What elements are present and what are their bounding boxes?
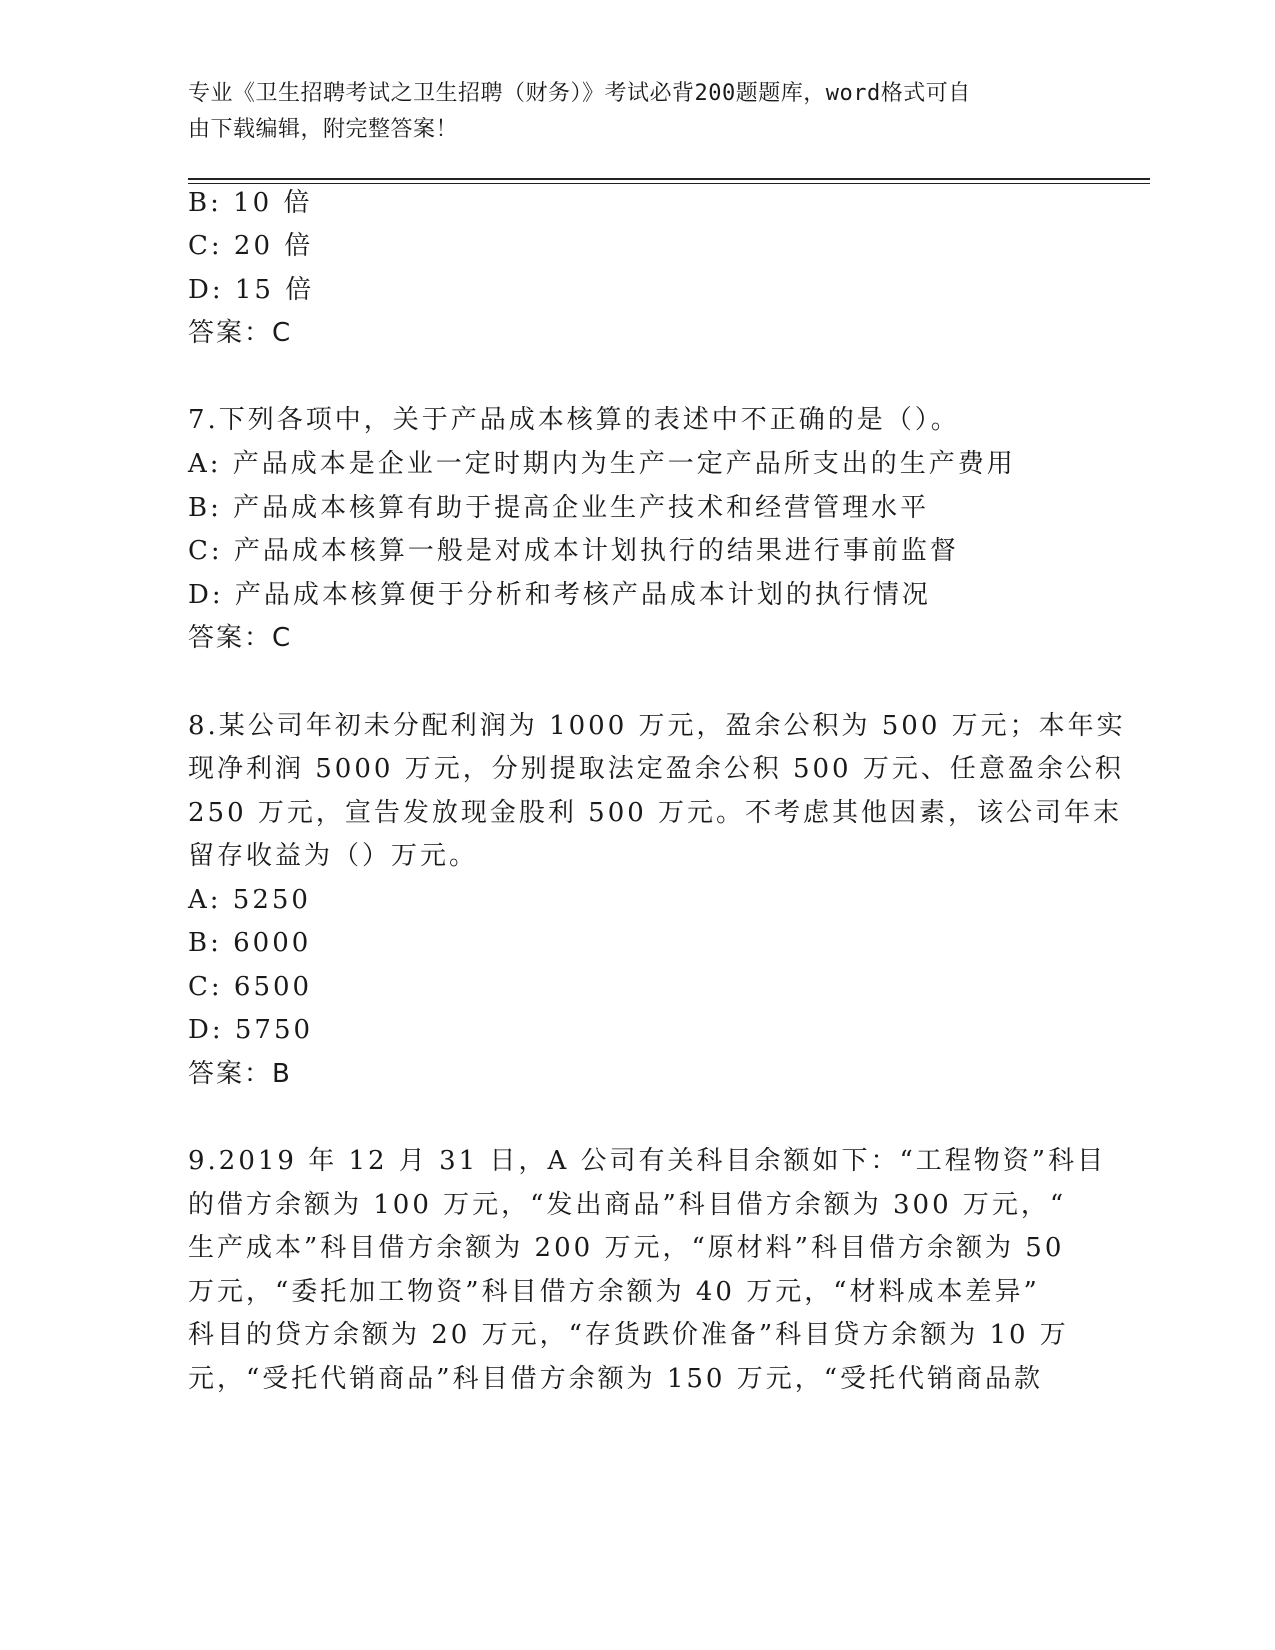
q6-option-c: C: 20 倍 xyxy=(188,231,314,261)
header-rule-thick xyxy=(188,178,1150,180)
q8-answer: 答案：B xyxy=(188,1059,292,1089)
q7-question: 7.下列各项中，关于产品成本核算的表述中不正确的是（）。 xyxy=(188,405,960,435)
header-line-2: 由下载编辑，附完整答案！ xyxy=(188,117,459,142)
q9-question-line: 生产成本”科目借方余额为 200 万元，“原材料”科目借方余额为 50 xyxy=(188,1233,1065,1263)
q8-option-a: A: 5250 xyxy=(188,885,311,915)
header-rule-thin xyxy=(188,183,1150,184)
q8-option-d: D: 5750 xyxy=(188,1015,314,1045)
q8-question-line: 现净利润 5000 万元，分别提取法定盈余公积 500 万元、任意盈余公积 xyxy=(188,754,1124,784)
q6-option-b: B: 10 倍 xyxy=(188,188,313,218)
q9-question-line: 元，“受托代销商品”科目借方余额为 150 万元，“受托代销商品款 xyxy=(188,1364,1044,1394)
q9-question-line: 9.2019 年 12 月 31 日，A 公司有关科目余额如下：“工程物资”科目 xyxy=(188,1146,1107,1176)
q6-option-d: D: 15 倍 xyxy=(188,275,315,305)
q8-option-b: B: 6000 xyxy=(188,928,312,958)
q8-option-c: C: 6500 xyxy=(188,972,313,1002)
q7-option-d: D: 产品成本核算便于分析和考核产品成本计划的执行情况 xyxy=(188,580,931,610)
q8-question-line: 留存收益为（）万元。 xyxy=(188,841,479,871)
q8-question-line: 8.某公司年初未分配利润为 1000 万元，盈余公积为 500 万元；本年实 xyxy=(188,711,1126,741)
q9-question-line: 的借方余额为 100 万元，“发出商品”科目借方余额为 300 万元，“ xyxy=(188,1190,1067,1220)
q7-option-a: A: 产品成本是企业一定时期内为生产一定产品所支出的生产费用 xyxy=(188,449,1016,479)
q9-question-line: 科目的贷方余额为 20 万元，“存货跌价准备”科目贷方余额为 10 万 xyxy=(188,1320,1069,1350)
q7-answer: 答案：C xyxy=(188,623,293,653)
document-header xyxy=(188,76,1088,148)
q8-question-line: 250 万元，宣告发放现金股利 500 万元。不考虑其他因素，该公司年末 xyxy=(188,798,1123,828)
q6-answer: 答案：C xyxy=(188,318,293,348)
q9-question-line: 万元，“委托加工物资”科目借方余额为 40 万元，“材料成本差异” xyxy=(188,1277,1040,1307)
header-line-1: 专业《卫生招聘考试之卫生招聘（财务）》考试必背200题题库，word格式可自 xyxy=(188,81,971,106)
q7-option-c: C: 产品成本核算一般是对成本计划执行的结果进行事前监督 xyxy=(188,536,959,566)
q7-option-b: B: 产品成本核算有助于提高企业生产技术和经营管理水平 xyxy=(188,493,930,523)
